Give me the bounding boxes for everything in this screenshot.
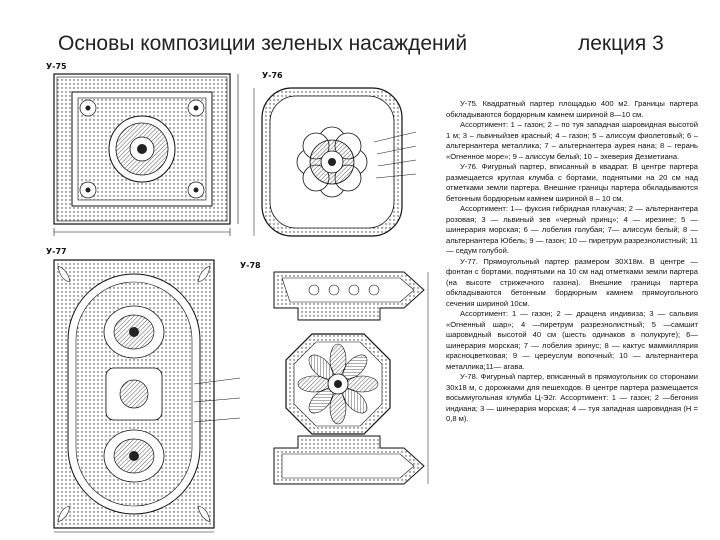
figure-y76	[254, 71, 416, 236]
assortment-y75: Ассортимент: 1 – газон; 2 – по туя западная шаровидная высотой 1 м; 3 – львиныйзев красный; 4 – газон; 5 – алиссум фиолетовый; 6 – альтернантера металлика; 7 – альтернантера аурея нана; 8 – герань «Огненное море»; 9 – алиссум белый; 10 – эхеверия Дезметиана.	[446, 120, 698, 161]
figure-y77	[46, 247, 240, 532]
figure-y78	[240, 261, 428, 484]
parterre-descriptions	[446, 99, 698, 425]
page-title: Основы композиции зеленых насаждений	[58, 32, 468, 55]
figure-y76-label: У-76	[262, 71, 283, 80]
lecture-label: лекция 3	[578, 32, 664, 55]
figure-y75-label: У-75	[46, 62, 67, 71]
assortment-y77: Ассортимент: 1 — газон; 2 — драцена индивиза; 3 — сальвия «Огненный шар»; 4 —пиретрум разрезнолистный; 5 —самшит шаровидный высотой 40 см (шесть одинаков в полукруге); 6— шинерария морская; 7 — лобелия эринус; 8 — кактус маммиллярия красноцветковая; 9 — цереуслум вопочный; 10 — альтернантера металлика;11— агава.	[446, 309, 698, 371]
description-y76: У-76. Фигурный партер, вписанный в квадрат. В центре партера размещается круглая клумба с бортами, поднятыми на 20 см над отметками земли партера. Внешние границы партера обкладываются бетонным бордюрным камнем шириной 8 – 10 см.	[446, 162, 698, 203]
figure-y77-label: У-77	[46, 247, 67, 256]
description-y77: У-77. Прямоугольный партер размером 30Х18м. В центре — фонтан с бортами, поднятыми на 10 см над отметками земли партера (на высоте стрижечного газона). Внешние границы партера обкладываются бетонным бордюрным камнем прямоугольного сечения шириной 10см.	[446, 256, 698, 308]
description-y75: У-75. Квадратный партер площадью 400 м2. Границы партера обкладываются бордюрным камнем шириной 8—10 см.	[446, 99, 698, 119]
description-y78: У-78. Фигурный партер, вписанный в прямоугольник со сторонами 30х18 м, с дорожками для пешеходов. В центре партера размещается восьмиугольная клумба Ц-Э2г. Ассортимент: 1 — газон; 2 —бегония индиана; 3 — шинерария морская; 4 — туя западная шаровидная (Н = 0,8 м).	[446, 372, 698, 423]
assortment-y76: Ассортимент: 1— фуксия гибридная плакучая; 2 — альтернантера розовая; 3 — львиный зев «черный принц»; 4 — ирезине; 5 — шинерария морская; 6 — лобелия голубая; 7— алиссум белый; 8 — альтернантера Юбель; 9 — газон; 10 — пиретрум разрезнолистный; 11 — седум голубой.	[446, 204, 698, 255]
figure-y78-label: У-78	[240, 261, 261, 270]
parterre-drawings	[44, 62, 454, 536]
figure-y75	[46, 62, 238, 236]
